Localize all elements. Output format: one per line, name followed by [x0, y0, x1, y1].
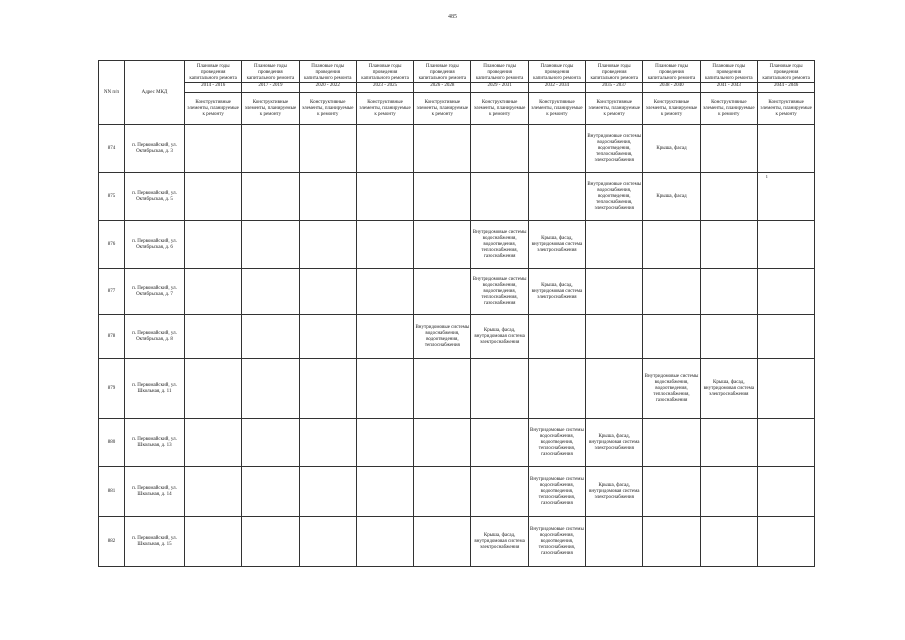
period-cell — [185, 419, 242, 467]
period-cell — [757, 269, 814, 315]
period-cell: Внутридомовые системы водоснабжения, водоотведения, теплоснабжения, газоснабжения — [528, 419, 585, 467]
period-cell — [414, 221, 471, 269]
period-range: 2020 - 2022 — [300, 82, 356, 89]
table-body — [99, 125, 815, 567]
period-cell — [757, 315, 814, 359]
period-cell — [586, 315, 643, 359]
period-cell — [643, 467, 700, 517]
row-number: 877 — [99, 269, 125, 315]
row-address: п. Первомайский, ул. Октябрьская, д. 5 — [125, 173, 185, 221]
period-cell — [242, 173, 299, 221]
row-address: п. Первомайский, ул. Школьная, д. 14 — [125, 467, 185, 517]
period-cell — [471, 359, 528, 419]
period-range: 2035 - 2037 — [586, 82, 642, 89]
period-title: Плановые годы проведения капитального ремонта — [647, 64, 696, 81]
period-cell — [414, 269, 471, 315]
period-cell — [356, 517, 413, 567]
period-cell: Крыша, фасад, внутридомовая система электроснабжения — [700, 359, 757, 419]
period-cell — [528, 359, 585, 419]
period-cell: Внутридомовые системы водоснабжения, водоотведения, теплоснабжения, газоснабжения — [471, 269, 528, 315]
period-cell — [356, 467, 413, 517]
row-address: п. Первомайский, ул. Школьная, д. 15 — [125, 517, 185, 567]
elements-header: Конструктивные элементы, планируемые к ремонту — [700, 93, 757, 125]
period-range: 2023 - 2025 — [357, 82, 413, 89]
elements-header: Конструктивные элементы, планируемые к ремонту — [185, 93, 242, 125]
period-cell — [757, 125, 814, 173]
period-cell — [185, 315, 242, 359]
period-cell — [643, 221, 700, 269]
period-header — [185, 61, 242, 93]
period-range: 2041 - 2043 — [701, 82, 757, 89]
period-cell — [471, 173, 528, 221]
period-cell — [185, 517, 242, 567]
elements-header: Конструктивные элементы, планируемые к ремонту — [528, 93, 585, 125]
period-cell: Внутридомовые системы водоснабжения, водоотведения, теплоснабжения, газоснабжения — [528, 517, 585, 567]
elements-header: Конструктивные элементы, планируемые к ремонту — [586, 93, 643, 125]
period-header — [643, 61, 700, 93]
period-cell — [414, 419, 471, 467]
period-cell — [643, 419, 700, 467]
period-cell: Крыша, фасад, внутридомовая система электроснабжения — [528, 221, 585, 269]
period-cell — [586, 269, 643, 315]
period-cell: Внутридомовые системы водоснабжения, водоотведения, теплоснабжения — [414, 315, 471, 359]
period-cell — [414, 517, 471, 567]
period-cell — [356, 269, 413, 315]
period-cell — [299, 359, 356, 419]
elements-header: Конструктивные элементы, планируемые к ремонту — [643, 93, 700, 125]
period-cell — [586, 517, 643, 567]
row-address: п. Первомайский, ул. Школьная, д. 13 — [125, 419, 185, 467]
table-row — [99, 269, 815, 315]
table-row — [99, 315, 815, 359]
period-cell — [356, 419, 413, 467]
period-cell — [356, 315, 413, 359]
elements-header: Конструктивные элементы, планируемые к ремонту — [242, 93, 299, 125]
period-title: Плановые годы проведения капитального ремонта — [475, 64, 524, 81]
period-cell — [757, 221, 814, 269]
period-cell: Крыша, фасад, внутридомовая система электроснабжения — [471, 517, 528, 567]
period-header — [757, 61, 814, 93]
period-header — [299, 61, 356, 93]
row-number: 881 — [99, 467, 125, 517]
period-header — [586, 61, 643, 93]
row-number: 880 — [99, 419, 125, 467]
period-cell: Внутридомовые системы водоснабжения, водоотведения, теплоснабжения, газоснабжения — [471, 221, 528, 269]
period-cell — [643, 517, 700, 567]
period-cell — [414, 359, 471, 419]
period-header — [414, 61, 471, 93]
period-cell — [242, 315, 299, 359]
period-cell — [757, 517, 814, 567]
period-cell — [700, 269, 757, 315]
table-row — [99, 517, 815, 567]
period-cell: Крыша, фасад — [643, 173, 700, 221]
elements-header: Конструктивные элементы, планируемые к ремонту — [299, 93, 356, 125]
period-range: 2026 - 2028 — [414, 82, 470, 89]
table-row — [99, 419, 815, 467]
period-cell: Крыша, фасад, внутридомовая система электроснабжения — [528, 269, 585, 315]
period-cell — [414, 467, 471, 517]
period-cell — [185, 173, 242, 221]
period-cell — [185, 221, 242, 269]
address-header: Адрес МКД — [125, 61, 185, 125]
period-cell — [586, 221, 643, 269]
period-range: 2032 - 2034 — [529, 82, 585, 89]
period-cell — [299, 269, 356, 315]
period-cell — [242, 359, 299, 419]
period-cell — [586, 359, 643, 419]
period-cell — [185, 359, 242, 419]
period-cell — [700, 125, 757, 173]
period-cell — [528, 125, 585, 173]
scan-mark: ı — [766, 174, 768, 180]
period-title: Плановые годы проведения капитального ремонта — [418, 64, 467, 81]
period-cell — [700, 315, 757, 359]
period-cell — [299, 221, 356, 269]
period-cell: Внутридомовые системы водоснабжения, водоотведения, теплоснабжения, электроснабжения — [586, 173, 643, 221]
period-title: Плановые годы проведения капитального ремонта — [590, 64, 638, 81]
period-cell: Внутридомовые системы водоснабжения, водоотведения, теплоснабжения, газоснабжения — [528, 467, 585, 517]
period-cell — [356, 359, 413, 419]
period-cell — [299, 125, 356, 173]
period-cell: Крыша, фасад, внутридомовая система электроснабжения — [586, 467, 643, 517]
row-address: п. Первомайский, ул. Октябрьская, д. 6 — [125, 221, 185, 269]
row-address: п. Первомайский, ул. Октябрьская, д. 3 — [125, 125, 185, 173]
period-header — [700, 61, 757, 93]
period-title: Плановые годы проведения капитального ремонта — [361, 64, 409, 81]
period-cell — [356, 221, 413, 269]
nn-header: NN п/п — [99, 61, 125, 125]
row-number: 876 — [99, 221, 125, 269]
header-row-periods — [99, 61, 815, 93]
table-row — [99, 173, 815, 221]
period-cell — [757, 359, 814, 419]
period-cell: Внутридомовые системы водоснабжения, водоотведения, теплоснабжения, электроснабжения — [586, 125, 643, 173]
row-number: 879 — [99, 359, 125, 419]
period-cell — [700, 419, 757, 467]
row-number: 878 — [99, 315, 125, 359]
period-range: 2017 - 2019 — [242, 82, 298, 89]
period-title: Плановые годы проведения капитального ремонта — [303, 64, 352, 81]
period-cell — [185, 467, 242, 517]
period-cell — [299, 517, 356, 567]
period-header — [356, 61, 413, 93]
period-header — [242, 61, 299, 93]
period-cell — [528, 315, 585, 359]
period-cell — [643, 269, 700, 315]
elements-header: Конструктивные элементы, планируемые к ремонту — [471, 93, 528, 125]
row-address: п. Первомайский, ул. Октябрьская, д. 8 — [125, 315, 185, 359]
period-cell — [643, 315, 700, 359]
period-cell: Крыша, фасад, внутридомовая система электроснабжения — [586, 419, 643, 467]
period-header — [471, 61, 528, 93]
table-header — [99, 61, 815, 125]
period-cell — [356, 125, 413, 173]
period-range: 2014 - 2016 — [185, 82, 241, 89]
table-row — [99, 221, 815, 269]
period-cell — [471, 467, 528, 517]
period-header — [528, 61, 585, 93]
period-range: 2038 - 2040 — [643, 82, 699, 89]
period-title: Плановые годы проведения капитального ремонта — [762, 64, 810, 81]
period-cell — [471, 419, 528, 467]
period-cell — [242, 125, 299, 173]
period-cell — [185, 269, 242, 315]
period-title: Плановые годы проведения капитального ремонта — [246, 64, 295, 81]
period-cell — [242, 467, 299, 517]
table-row — [99, 125, 815, 173]
period-cell — [299, 467, 356, 517]
period-cell — [700, 467, 757, 517]
period-title: Плановые годы проведения капитального ремонта — [189, 64, 237, 81]
period-range: 2044 - 2046 — [758, 82, 814, 89]
period-cell: Крыша, фасад, внутридомовая система электроснабжения — [471, 315, 528, 359]
period-cell — [299, 173, 356, 221]
period-cell — [242, 221, 299, 269]
period-cell — [299, 315, 356, 359]
row-number: 882 — [99, 517, 125, 567]
row-number: 875 — [99, 173, 125, 221]
elements-header: Конструктивные элементы, планируемые к ремонту — [757, 93, 814, 125]
period-cell: Внутридомовые системы водоснабжения, водоотведения, теплоснабжения, газоснабжения — [643, 359, 700, 419]
table-row — [99, 467, 815, 517]
period-cell — [757, 419, 814, 467]
period-cell — [414, 125, 471, 173]
period-cell — [242, 419, 299, 467]
period-cell — [757, 467, 814, 517]
period-cell — [700, 517, 757, 567]
capital-repair-schedule-table — [98, 60, 815, 567]
period-cell — [414, 173, 471, 221]
period-cell — [356, 173, 413, 221]
period-cell — [242, 269, 299, 315]
period-cell — [242, 517, 299, 567]
period-cell: Крыша, фасад — [643, 125, 700, 173]
period-range: 2029 - 2031 — [471, 82, 527, 89]
elements-header: Конструктивные элементы, планируемые к ремонту — [414, 93, 471, 125]
period-cell — [185, 125, 242, 173]
period-cell — [299, 419, 356, 467]
period-title: Плановые годы проведения капитального ремонта — [705, 64, 753, 81]
period-cell — [700, 221, 757, 269]
period-cell — [528, 173, 585, 221]
period-cell — [471, 125, 528, 173]
page-number: 485 — [448, 14, 457, 20]
row-number: 874 — [99, 125, 125, 173]
table-row — [99, 359, 815, 419]
header-row-elements — [99, 93, 815, 125]
elements-header: Конструктивные элементы, планируемые к ремонту — [356, 93, 413, 125]
period-cell — [700, 173, 757, 221]
row-address: п. Первомайский, ул. Школьная, д. 11 — [125, 359, 185, 419]
period-title: Плановые годы проведения капитального ремонта — [533, 64, 581, 81]
row-address: п. Первомайский, ул. Октябрьская, д. 7 — [125, 269, 185, 315]
